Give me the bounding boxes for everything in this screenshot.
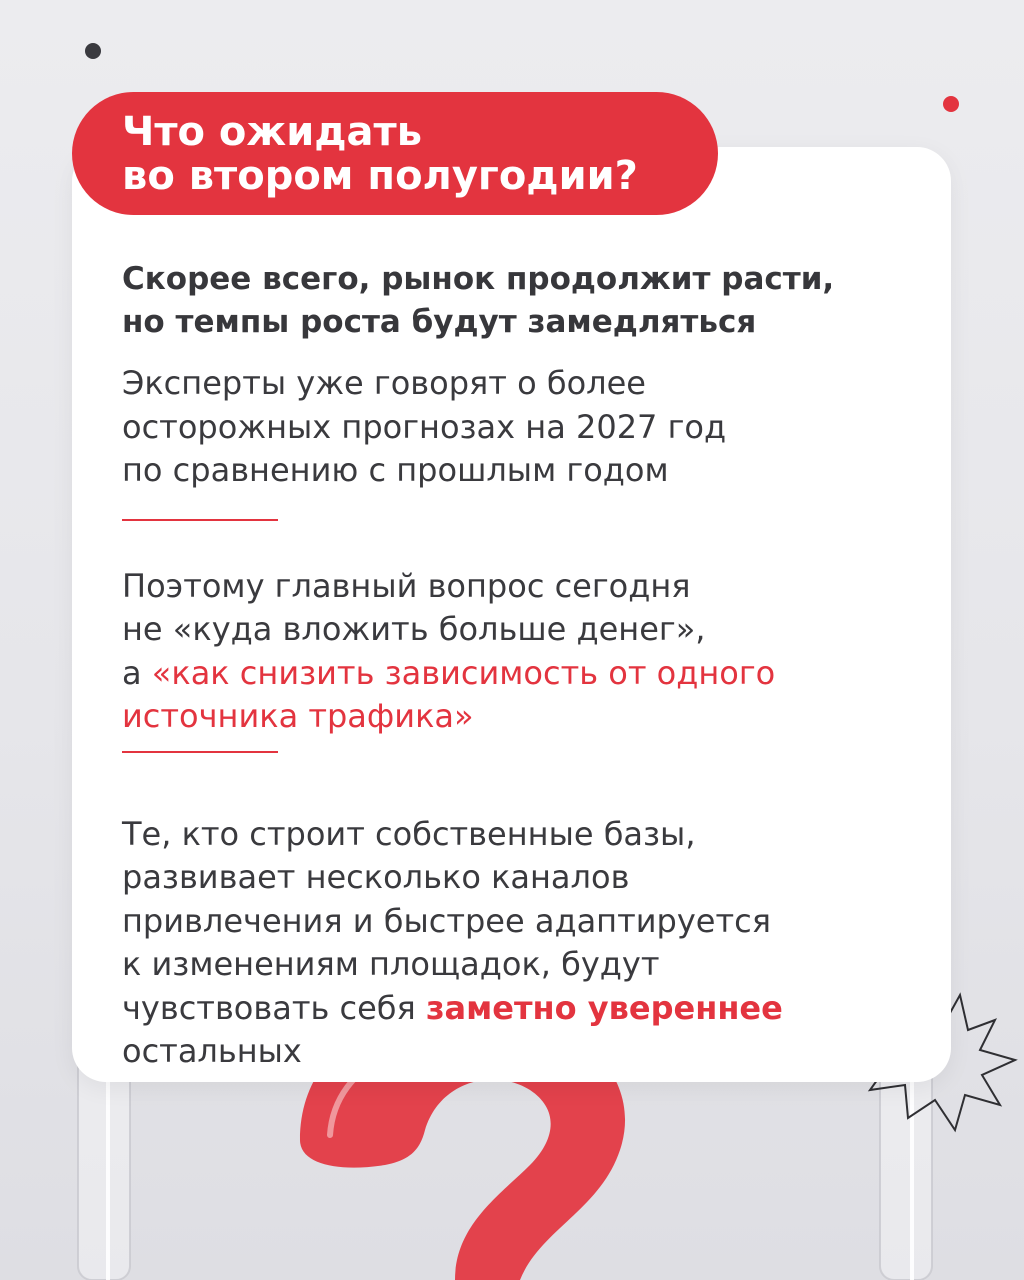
lead-line-2: но темпы роста будут замедляться bbox=[122, 304, 757, 340]
paragraph3-line-4: к изменениям площадок, будут bbox=[122, 945, 660, 983]
paragraph2-line-1: Поэтому главный вопрос сегодня bbox=[122, 566, 691, 605]
paragraph3-line-3: привлечения и быстрее адаптируется bbox=[122, 901, 771, 940]
lead-line-1: Скорее всего, рынок продолжит расти, bbox=[122, 261, 835, 297]
paragraph2-line-2: не «куда вложить больше денег», bbox=[122, 610, 706, 648]
lead-text bbox=[122, 258, 912, 344]
paragraph2-line-3 bbox=[122, 652, 912, 696]
paragraph3-line-5 bbox=[122, 987, 912, 1031]
divider-1 bbox=[122, 519, 278, 521]
paragraph3-accent: заметно увереннее bbox=[425, 988, 783, 1027]
paragraph1-line-3: по сравнению с прошлым годом bbox=[122, 451, 669, 489]
decor-dot-dark bbox=[85, 43, 101, 59]
paragraph3-line-1: Те, кто строит собственные базы, bbox=[122, 814, 696, 853]
paragraph-conclusion bbox=[122, 813, 912, 1074]
paragraph-question bbox=[122, 565, 912, 739]
paragraph2-accent-2: источника трафика» bbox=[122, 697, 474, 735]
paragraph1-line-2: осторожных прогнозах на 2027 год bbox=[122, 407, 727, 446]
paragraph3-line-5-prefix: чувствовать себя bbox=[122, 988, 426, 1027]
decor-dot-red bbox=[943, 96, 959, 112]
paragraph-experts bbox=[122, 362, 912, 493]
paragraph3-line-6: остальных bbox=[122, 1032, 302, 1070]
title-line-1: Что ожидать bbox=[122, 109, 422, 155]
paragraph2-accent-1: «как снизить зависимость от одного bbox=[151, 653, 776, 692]
divider-2 bbox=[122, 751, 278, 753]
title-badge bbox=[72, 92, 718, 215]
card-content bbox=[122, 258, 912, 1074]
paragraph3-line-2: развивает несколько каналов bbox=[122, 858, 630, 896]
paragraph1-line-1: Эксперты уже говорят о более bbox=[122, 364, 646, 402]
title-line-2: во втором полугодии? bbox=[122, 153, 638, 199]
paragraph2-line-3-prefix: а bbox=[122, 653, 152, 692]
